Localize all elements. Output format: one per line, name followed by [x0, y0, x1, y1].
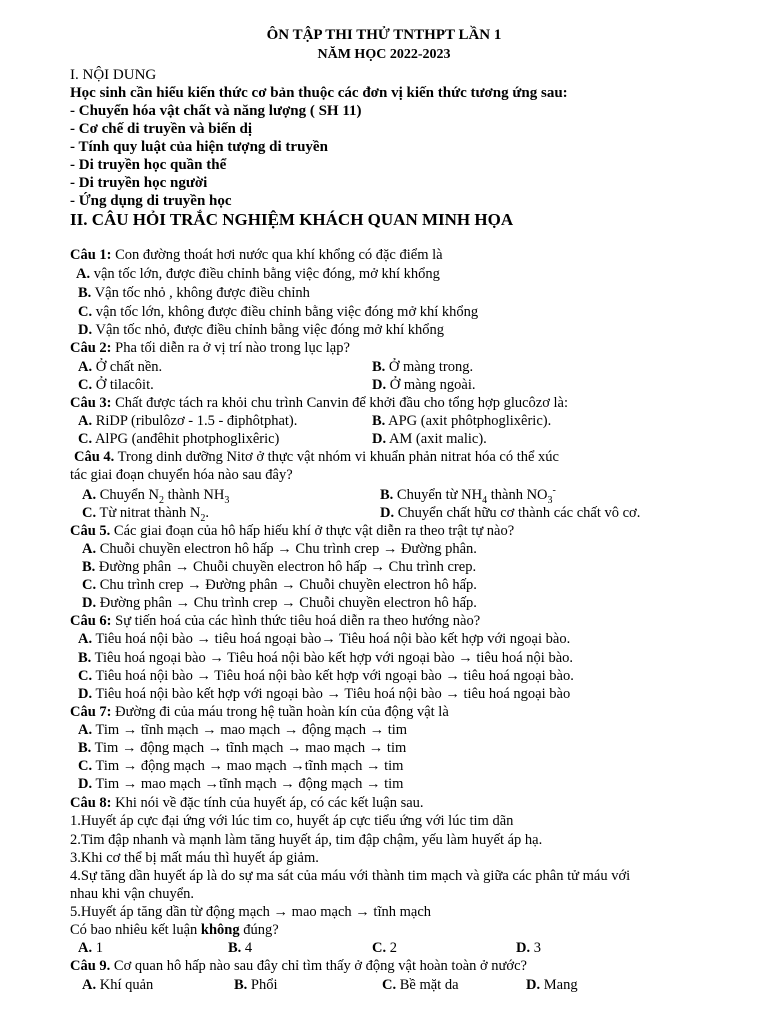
q8-statement-1: 1.Huyết áp cực đại ứng với lúc tim co, huyết áp cực tiểu ứng với lúc tim dãn: [70, 813, 514, 829]
question-2: Câu 2: Pha tối diễn ra ở vị trí nào trong lục lạp?: [70, 340, 350, 356]
q8-option-a: A. 1: [78, 940, 103, 956]
q8-ask: Có bao nhiêu kết luận không đúng?: [70, 922, 279, 938]
q1-option-a: A. vận tốc lớn, được điều chỉnh bằng việc đóng, mở khí khổng: [76, 266, 440, 282]
question-9: Câu 9. Cơ quan hô hấp nào sau đây chỉ tìm thấy ở động vật hoàn toàn ở nước?: [70, 958, 527, 974]
q9-option-b: B. Phổi: [234, 977, 278, 993]
q6-option-b: B. Tiêu hoá ngoại bào → Tiêu hoá nội bào kết hợp với ngoại bào → tiêu hoá nội bào.: [78, 650, 574, 666]
q4-option-a: A. Chuyển $N_2$ thành $NH_3$: [82, 487, 230, 506]
section1-heading: I. NỘI DUNG: [70, 67, 157, 83]
question-3: Câu 3: Chất được tách ra khỏi chu trình Canvin để khởi đầu cho tổng hợp glucôzơ là:: [70, 395, 569, 411]
q3-option-c: C. AlPG (anđêhit photphoglixêric): [78, 431, 280, 447]
section1-intro: Học sinh cần hiểu kiến thức cơ bản thuộc các đơn vị kiến thức tương ứng sau:: [70, 85, 568, 101]
q8-option-c: C. 2: [372, 940, 397, 956]
q7-option-b: B. Tim → động mạch → tĩnh mạch → mao mạch → tim: [78, 740, 407, 756]
q2-option-b: B. Ở màng trong.: [372, 359, 474, 375]
q5-option-b: B. Đường phân → Chuỗi chuyền electron hô hấp → Chu trình crep.: [82, 559, 477, 575]
q9-option-a: A. Khí quản: [82, 977, 154, 993]
question-text: Con đường thoát hơi nước qua khí khổng có đặc điểm là: [111, 247, 443, 263]
q9-option-c: C. Bề mặt da: [382, 977, 459, 993]
question-4-cont: tác giai đoạn chuyển hóa nào sau đây?: [70, 467, 293, 483]
q2-option-c: C. Ở tilacôit.: [78, 377, 154, 393]
q6-option-d: D. Tiêu hoá nội bào kết hợp với ngoại bào → Tiêu hoá nội bào → tiêu hoá ngoại bào: [78, 686, 571, 702]
topic-item: - Chuyển hóa vật chất và năng lượng ( SH 11): [70, 103, 362, 119]
q4-option-b: B. Chuyển từ $NH_4$ thành $NO_3^-$: [380, 485, 556, 506]
q3-option-b: B. APG (axit phôtphoglixêric).: [372, 413, 552, 429]
q1-option-d: D. Vận tốc nhỏ, được điều chỉnh bằng việc đóng mở khí khổng: [78, 322, 445, 338]
q2-option-a: A. Ở chất nền.: [78, 359, 163, 375]
question-4: Câu 4. Trong dinh dưỡng Nitơ ở thực vật nhóm vi khuẩn phản nitrat hóa có thể xúc: [74, 449, 559, 465]
section2-heading: II. CÂU HỎI TRẮC NGHIỆM KHÁCH QUAN MINH HỌA: [70, 210, 514, 229]
q8-statement-5: 5.Huyết áp tăng dần từ động mạch → mao mạch → tĩnh mạch: [70, 904, 432, 920]
question-7: Câu 7: Đường đi của máu trong hệ tuần hoàn kín của động vật là: [70, 704, 449, 720]
q2-option-d: D. Ở màng ngoài.: [372, 377, 476, 393]
q6-option-a: A. Tiêu hoá nội bào → tiêu hoá ngoại bào→ Tiêu hoá nội bào kết hợp với ngoại bào.: [78, 631, 571, 647]
question-8: Câu 8: Khi nói về đặc tính của huyết áp, có các kết luận sau.: [70, 795, 424, 811]
topic-item: - Di truyền học người: [70, 175, 208, 191]
q3-option-d: D. AM (axit malic).: [372, 431, 487, 447]
q9-option-d: D. Mang: [526, 977, 578, 993]
question-1: [70, 247, 443, 264]
q7-option-d: D. Tim → mao mạch →tĩnh mạch → động mạch → tim: [78, 776, 404, 792]
q6-option-c: C. Tiêu hoá nội bào → Tiêu hoá nội bào kết hợp với ngoại bào → tiêu hoá ngoại bào.: [78, 668, 574, 684]
q4-option-c: C. Từ nitrat thành $N_2$.: [82, 505, 209, 524]
q8-option-d: D. 3: [516, 940, 541, 956]
q8-statement-3: 3.Khi cơ thể bị mất máu thì huyết áp giảm.: [70, 850, 319, 866]
q8-statement-2: 2.Tim đập nhanh và mạnh làm tăng huyết áp, tim đập chậm, yếu làm huyết áp hạ.: [70, 832, 543, 848]
q5-option-c: C. Chu trình crep → Đường phân → Chuỗi chuyền electron hô hấp.: [82, 577, 477, 593]
question-5: Câu 5. Các giai đoạn của hô hấp hiếu khí ở thực vật diễn ra theo trật tự nào?: [70, 523, 515, 539]
question-6: Câu 6: Sự tiến hoá của các hình thức tiêu hoá diễn ra theo hướng nào?: [70, 613, 481, 629]
q7-option-a: A. Tim → tĩnh mạch → mao mạch → động mạch → tim: [78, 722, 408, 738]
q8-statement-4: 4.Sự tăng dần huyết áp là do sự ma sát của máu với thành tim mạch và giữa các phân tử máu với: [70, 868, 631, 884]
topic-item: - Di truyền học quần thể: [70, 157, 227, 173]
school-year: NĂM HỌC 2022-2023: [317, 47, 451, 62]
q5-option-a: A. Chuỗi chuyền electron hô hấp → Chu trình crep → Đường phân.: [82, 541, 477, 557]
q5-option-d: D. Đường phân → Chu trình crep → Chuỗi chuyền electron hô hấp.: [82, 595, 477, 611]
topic-item: - Ứng dụng di truyền học: [70, 193, 232, 209]
q3-option-a: A. RiDP (ribulôzơ - 1.5 - điphôtphat).: [78, 413, 298, 429]
q1-option-c: C. vận tốc lớn, không được điều chỉnh bằng việc đóng mở khí khổng: [78, 304, 479, 320]
q4-option-d: D. Chuyển chất hữu cơ thành các chất vô cơ.: [380, 505, 641, 521]
topic-item: - Tính quy luật của hiện tượng di truyền: [70, 139, 328, 155]
topic-item: - Cơ chế di truyền và biến dị: [70, 121, 253, 137]
question-number: Câu 1:: [70, 247, 112, 263]
q7-option-c: C. Tim → động mạch → mao mạch →tĩnh mạch → tim: [78, 758, 404, 774]
document-title: ÔN TẬP THI THỬ TNTHPT LẦN 1: [266, 27, 502, 43]
q1-option-b: B. Vận tốc nhỏ , không được điều chỉnh: [78, 285, 310, 301]
q8-option-b: B. 4: [228, 940, 253, 956]
q8-statement-4-cont: nhau khi vận chuyển.: [70, 886, 195, 902]
